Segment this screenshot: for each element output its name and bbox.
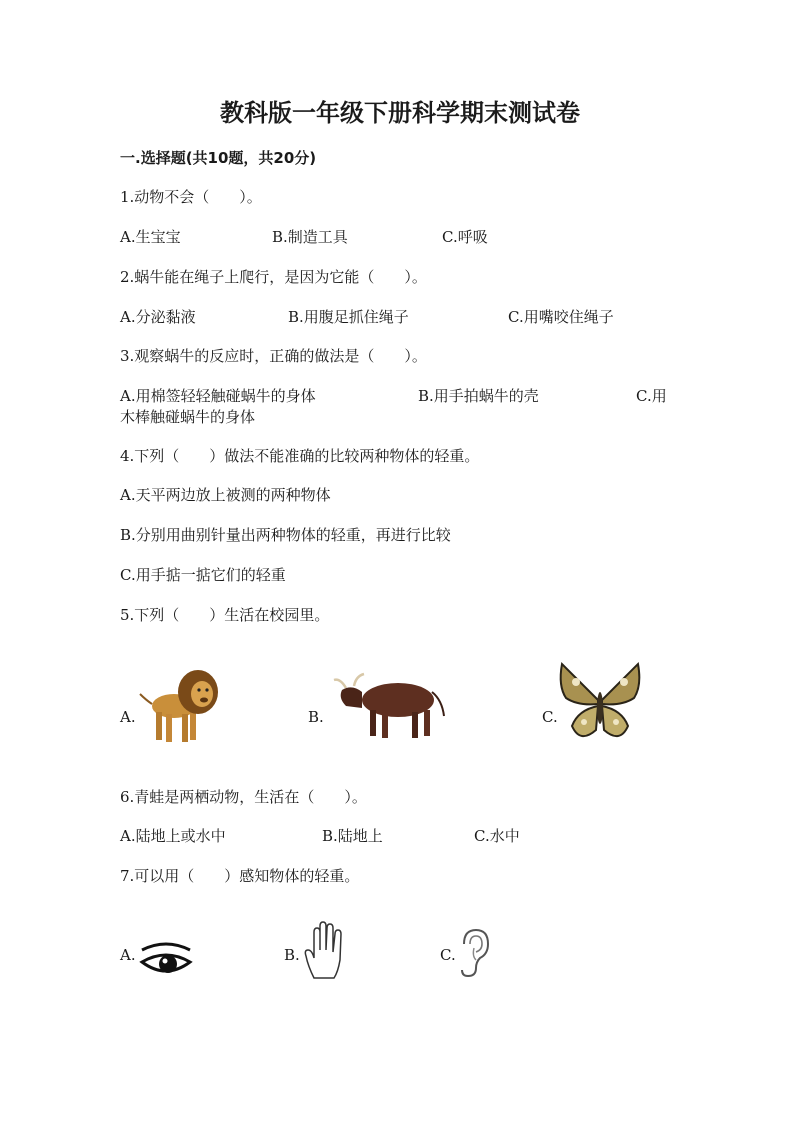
question-3: 3.观察蜗牛的反应时，正确的做法是（ ）。 [120, 347, 427, 365]
q4-option-c: C.用手掂一掂它们的轻重 [120, 566, 286, 584]
page-title: 教科版一年级下册科学期末测试卷 [220, 99, 580, 127]
section-heading: 一.选择题(共10题，共20分) [120, 149, 317, 167]
q1-option-c: C.呼吸 [442, 228, 488, 246]
q7-option-a: A. [120, 946, 136, 964]
butterfly-icon [556, 660, 644, 748]
q6-option-a: A.陆地上或水中 [120, 827, 226, 845]
q4-option-b: B.分别用曲别针量出两种物体的轻重，再进行比较 [120, 526, 451, 544]
q3-option-c-continued: 木棒触碰蜗牛的身体 [120, 408, 256, 426]
question-7: 7.可以用（ ）感知物体的轻重。 [120, 867, 360, 885]
question-4: 4.下列（ ）做法不能准确的比较两种物体的轻重。 [120, 447, 480, 465]
q1-option-a: A.生宝宝 [120, 228, 181, 246]
q2-option-c: C.用嘴咬住绳子 [508, 308, 614, 326]
q5-option-c: C. [542, 708, 558, 726]
question-5: 5.下列（ ）生活在校园里。 [120, 606, 330, 624]
q1-option-b: B.制造工具 [272, 228, 348, 246]
question-2: 2.蜗牛能在绳子上爬行，是因为它能（ ）。 [120, 268, 427, 286]
q7-option-c: C. [440, 946, 456, 964]
q5-option-b: B. [308, 708, 324, 726]
q2-option-a: A.分泌黏液 [120, 308, 196, 326]
hand-icon [300, 920, 352, 980]
lion-icon [136, 664, 220, 748]
q6-option-b: B.陆地上 [322, 827, 383, 845]
q3-option-b: B.用手拍蜗牛的壳 [418, 387, 539, 405]
q4-option-a: A.天平两边放上被测的两种物体 [120, 486, 331, 504]
q2-option-b: B.用腹足抓住绳子 [288, 308, 409, 326]
bull-icon [332, 670, 450, 740]
q5-option-a: A. [120, 708, 136, 726]
question-6: 6.青蛙是两栖动物，生活在（ ）。 [120, 788, 367, 806]
q3-option-a: A.用棉签轻轻触碰蜗牛的身体 [120, 387, 316, 405]
q6-option-c: C.水中 [474, 827, 520, 845]
q7-option-b: B. [284, 946, 300, 964]
question-1: 1.动物不会（ ）。 [120, 188, 262, 206]
ear-icon [456, 928, 492, 978]
eye-icon [138, 940, 194, 980]
q3-option-c: C.用 [636, 387, 667, 405]
